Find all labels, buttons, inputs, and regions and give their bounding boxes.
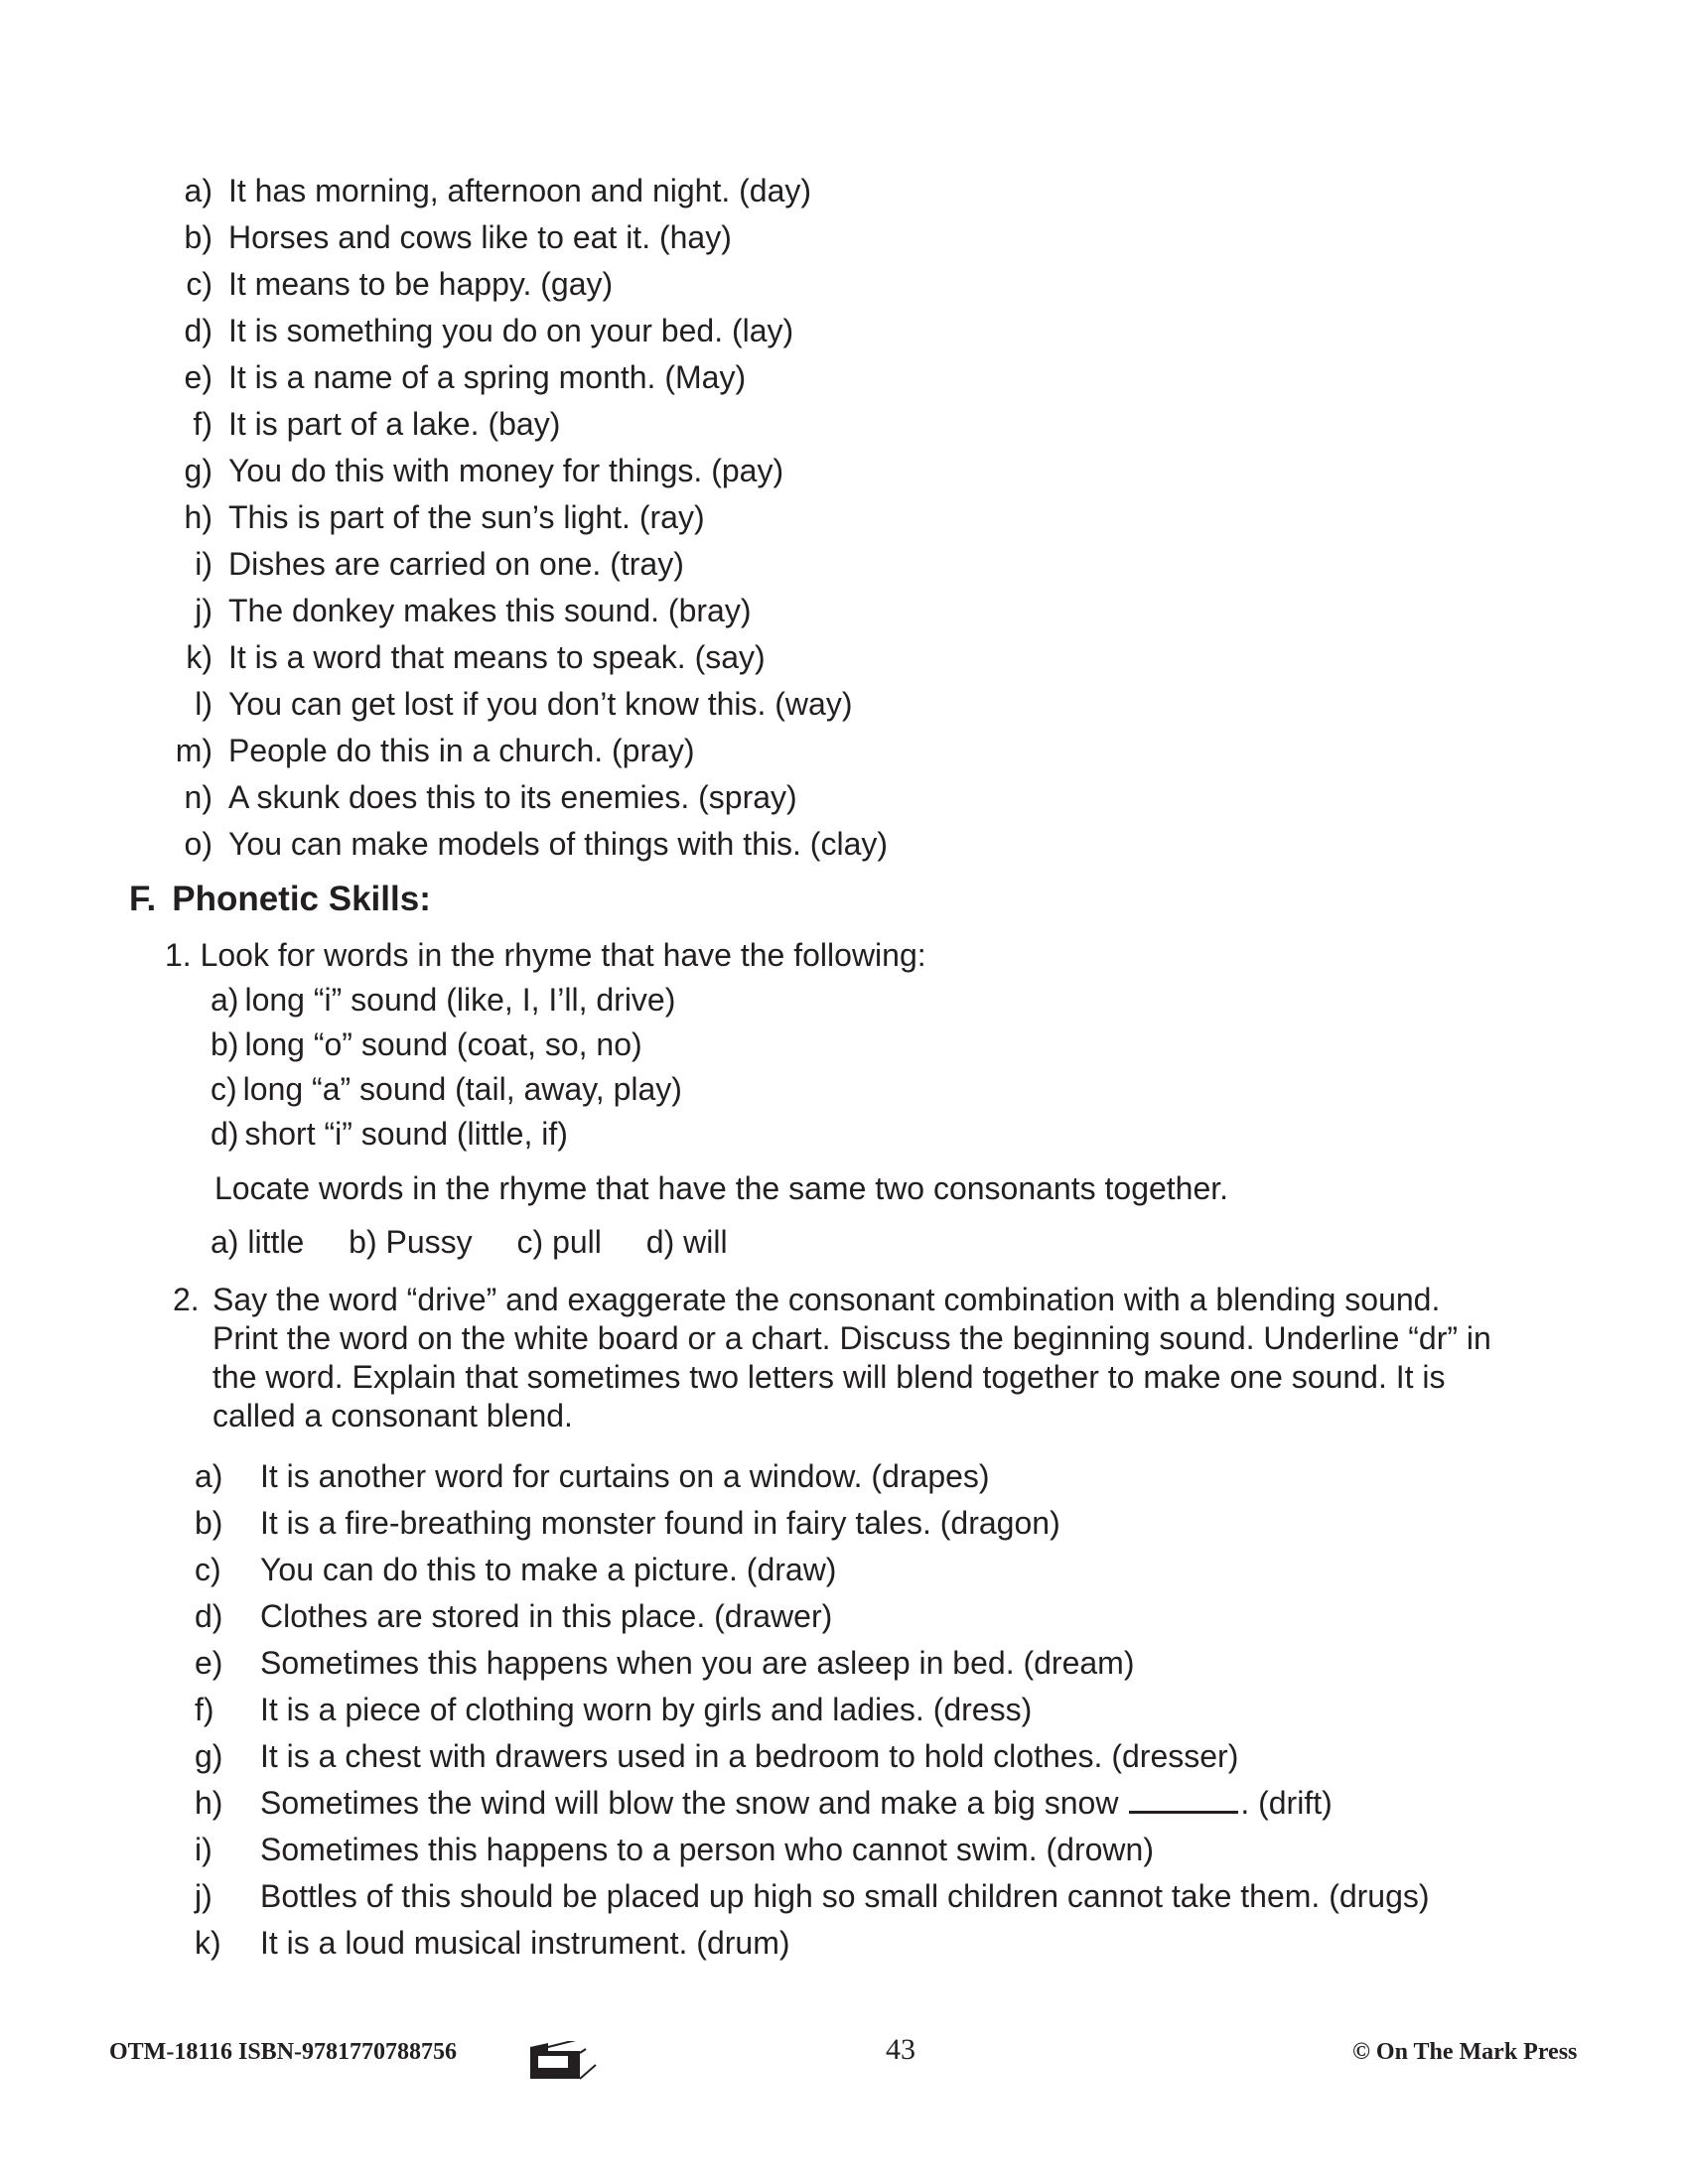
item-label: a) bbox=[195, 1458, 223, 1494]
item-text: will bbox=[683, 1224, 728, 1260]
list-item bbox=[195, 1736, 1238, 1776]
item-text: Sometimes this happens when you are asleep in bed. (dream) bbox=[260, 1645, 1135, 1681]
item-text-after: . (drift) bbox=[1240, 1785, 1333, 1821]
item-label: n) bbox=[184, 779, 212, 815]
item-label: c) bbox=[211, 1071, 237, 1107]
section-letter: F. bbox=[129, 880, 157, 918]
paragraph-line: Say the word “drive” and exaggerate the consonant combination with a blending sound. bbox=[212, 1282, 1441, 1317]
item-text: The donkey makes this sound. (bray) bbox=[228, 593, 752, 628]
item-text: Bottles of this should be placed up high so small children cannot take them. (drugs) bbox=[260, 1878, 1430, 1914]
list-item bbox=[143, 357, 746, 397]
item-text: It means to be happy. (gay) bbox=[228, 266, 614, 302]
item-text: You can make models of things with this. (clay) bbox=[228, 826, 889, 862]
item-label: d) bbox=[195, 1598, 223, 1634]
item-label: k) bbox=[195, 1925, 221, 1961]
list-item bbox=[143, 451, 783, 490]
item-label: b) bbox=[184, 219, 212, 255]
consonant-item bbox=[517, 1222, 602, 1262]
item-text: It is a word that means to speak. (say) bbox=[228, 639, 766, 675]
list-item bbox=[211, 1069, 682, 1109]
item-text: short “i” sound (little, if) bbox=[244, 1116, 568, 1152]
item-label: f) bbox=[193, 406, 212, 442]
item-label: b) bbox=[211, 1026, 239, 1062]
item-text: It is another word for curtains on a window. (drapes) bbox=[260, 1458, 990, 1494]
list-item bbox=[143, 777, 797, 817]
consonant-item bbox=[646, 1222, 728, 1262]
list-item bbox=[195, 1923, 790, 1963]
answer-blank[interactable] bbox=[1129, 1783, 1238, 1814]
item-label: a) bbox=[184, 173, 212, 208]
page-number: 43 bbox=[886, 2033, 915, 2066]
item-text: little bbox=[247, 1224, 305, 1260]
item-text: long “a” sound (tail, away, play) bbox=[242, 1071, 682, 1107]
task1-instruction bbox=[165, 935, 926, 975]
item-label: d) bbox=[645, 1224, 675, 1260]
item-text: Sometimes this happens to a person who cannot swim. (drown) bbox=[260, 1832, 1154, 1867]
list-item bbox=[143, 311, 793, 350]
section-title: Phonetic Skills: bbox=[172, 880, 431, 918]
item-label: g) bbox=[184, 453, 212, 488]
item-label: c) bbox=[186, 266, 212, 302]
photocopier-icon bbox=[530, 2041, 600, 2081]
section-heading bbox=[129, 878, 431, 921]
task1-number: 1. bbox=[165, 937, 192, 973]
consonant-item bbox=[349, 1222, 472, 1262]
item-label: h) bbox=[184, 499, 212, 535]
item-label: f) bbox=[195, 1692, 214, 1727]
paragraph-line: Print the word on the white board or a chart. Discuss the beginning sound. Underline “dr” in bbox=[212, 1320, 1491, 1356]
item-text: It is a fire-breathing monster found in fairy tales. (dragon) bbox=[260, 1505, 1060, 1541]
item-text: Clothes are stored in this place. (drawer) bbox=[260, 1598, 833, 1634]
item-text: It is part of a lake. (bay) bbox=[228, 406, 561, 442]
list-item bbox=[143, 684, 852, 724]
item-text: pull bbox=[552, 1224, 602, 1260]
item-label: j) bbox=[195, 1878, 212, 1914]
list-item bbox=[143, 544, 684, 584]
item-text bbox=[260, 1783, 1333, 1823]
list-item bbox=[195, 1550, 836, 1589]
item-text: It is a name of a spring month. (May) bbox=[228, 359, 747, 395]
item-text: It is a piece of clothing worn by girls and ladies. (dress) bbox=[260, 1692, 1033, 1727]
list-item bbox=[143, 171, 811, 210]
item-text: This is part of the sun’s light. (ray) bbox=[228, 499, 705, 535]
list-item bbox=[143, 264, 613, 304]
item-text: Horses and cows like to eat it. (hay) bbox=[228, 219, 732, 255]
list-item bbox=[195, 1643, 1134, 1683]
list-item bbox=[195, 1783, 1333, 1823]
item-label: a) bbox=[211, 982, 239, 1018]
task2-number: 2. bbox=[173, 1282, 200, 1317]
item-text: It has morning, afternoon and night. (day) bbox=[228, 173, 812, 208]
item-text: People do this in a church. (pray) bbox=[228, 733, 695, 768]
locate-instruction: Locate words in the rhyme that have the same two consonants together. bbox=[214, 1170, 1229, 1206]
item-text: You can do this to make a picture. (draw) bbox=[260, 1552, 837, 1587]
item-text-before: Sometimes the wind will blow the snow and make a big snow bbox=[260, 1785, 1119, 1821]
item-label: e) bbox=[195, 1645, 223, 1681]
list-item bbox=[143, 591, 751, 630]
list-item bbox=[143, 404, 560, 444]
item-label: l) bbox=[195, 686, 212, 722]
task2-instruction bbox=[173, 1281, 1563, 1435]
consonant-answers bbox=[211, 1222, 764, 1262]
list-item bbox=[195, 1503, 1060, 1543]
item-label: o) bbox=[184, 826, 212, 862]
item-text: You do this with money for things. (pay) bbox=[228, 453, 784, 488]
item-text: A skunk does this to its enemies. (spray) bbox=[228, 779, 797, 815]
item-text: It is a chest with drawers used in a bedroom to hold clothes. (dresser) bbox=[260, 1738, 1239, 1774]
list-item bbox=[195, 1596, 832, 1636]
list-item bbox=[143, 497, 705, 537]
list-item bbox=[195, 1830, 1154, 1869]
item-label: e) bbox=[184, 359, 212, 395]
item-text: It is a loud musical instrument. (drum) bbox=[260, 1925, 790, 1961]
paragraph-line: called a consonant blend. bbox=[212, 1398, 573, 1433]
copyright: © On The Mark Press bbox=[1352, 2039, 1578, 2065]
item-label: d) bbox=[184, 313, 212, 348]
list-item bbox=[211, 980, 675, 1020]
item-label: a) bbox=[211, 1224, 239, 1260]
item-label: k) bbox=[186, 639, 212, 675]
item-text: Dishes are carried on one. (tray) bbox=[228, 546, 684, 582]
product-code: OTM-18116 ISBN-9781770788756 bbox=[109, 2039, 458, 2065]
item-text: Pussy bbox=[385, 1224, 473, 1260]
paragraph-line: the word. Explain that sometimes two letters will blend together to make one sound. It is bbox=[212, 1359, 1446, 1395]
item-text: You can get lost if you don’t know this. (way) bbox=[228, 686, 853, 722]
item-text: long “i” sound (like, I, I’ll, drive) bbox=[244, 982, 676, 1018]
item-text: It is something you do on your bed. (lay) bbox=[228, 313, 794, 348]
item-label: b) bbox=[349, 1224, 377, 1260]
item-label: d) bbox=[211, 1116, 239, 1152]
item-label: g) bbox=[195, 1738, 223, 1774]
task1-text: Look for words in the rhyme that have the following: bbox=[200, 937, 926, 973]
item-label: j) bbox=[195, 593, 212, 628]
item-label: c) bbox=[195, 1552, 221, 1587]
list-item bbox=[195, 1876, 1430, 1916]
item-label: b) bbox=[195, 1505, 223, 1541]
list-item bbox=[143, 217, 732, 257]
list-item bbox=[195, 1690, 1032, 1729]
item-label: i) bbox=[195, 1832, 212, 1867]
item-label: m) bbox=[175, 733, 212, 768]
list-item bbox=[143, 824, 888, 864]
list-item bbox=[211, 1114, 568, 1154]
consonant-item bbox=[211, 1222, 304, 1262]
list-item bbox=[143, 637, 766, 677]
item-label: c) bbox=[516, 1224, 544, 1260]
list-item bbox=[195, 1456, 990, 1496]
item-label: i) bbox=[195, 546, 212, 582]
item-label: h) bbox=[195, 1785, 223, 1821]
list-item bbox=[211, 1024, 642, 1064]
list-item bbox=[143, 731, 695, 770]
item-text: long “o” sound (coat, so, no) bbox=[244, 1026, 642, 1062]
